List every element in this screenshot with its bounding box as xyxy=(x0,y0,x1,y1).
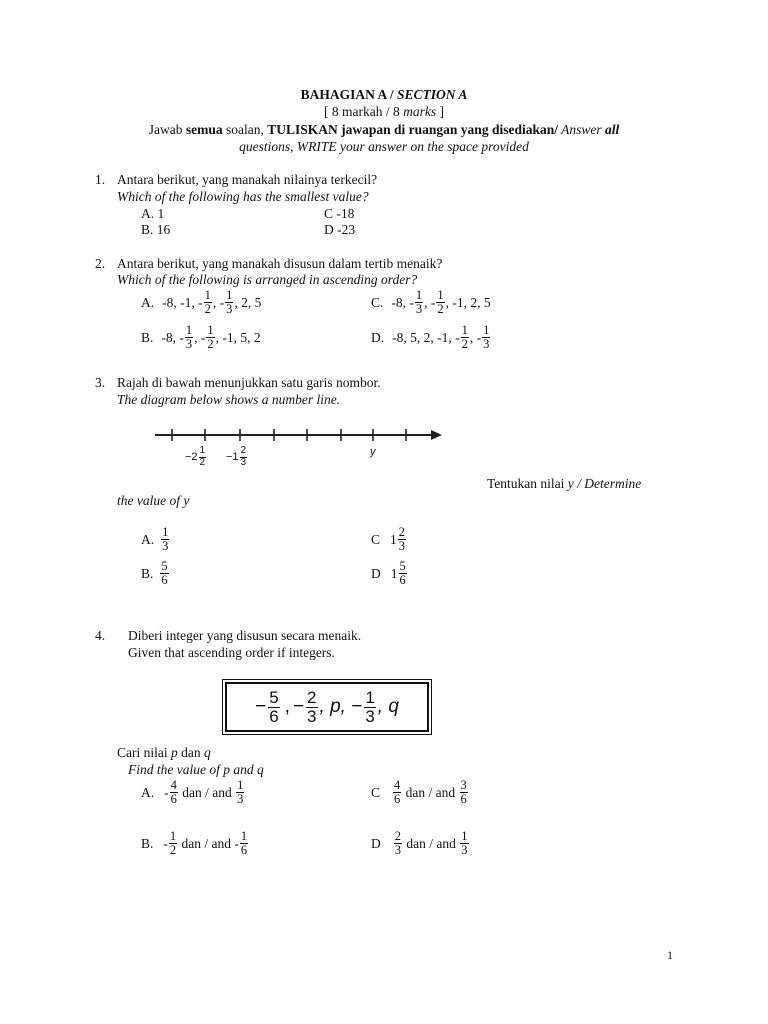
q2-option-c xyxy=(371,289,491,316)
q2-text-ms: Antara berikut, yang manakah disusun dalam tertib menaik? xyxy=(117,256,443,271)
option-text: , - xyxy=(194,329,206,345)
numerator: 4 xyxy=(170,778,177,792)
dan-and: dan / and xyxy=(178,784,236,800)
denominator: 6 xyxy=(399,573,406,588)
q3-value-of: the value of y xyxy=(117,493,190,508)
q2-number: 2. xyxy=(95,256,106,271)
q2-option-b xyxy=(141,324,261,351)
denominator: 6 xyxy=(161,573,168,588)
marks-en: marks xyxy=(403,104,437,119)
option-label: A. xyxy=(141,294,155,310)
option-text: , -1, 2, 5 xyxy=(445,294,491,310)
option-text: , -1, 5, 2 xyxy=(215,329,261,345)
denominator: 6 xyxy=(240,843,248,858)
section-title-italic: SECTION A xyxy=(397,87,468,102)
q1-number: 1. xyxy=(95,172,106,187)
denominator: 3 xyxy=(226,302,233,317)
denominator: 3 xyxy=(365,706,375,726)
numerator: 2 xyxy=(240,445,247,456)
fraction xyxy=(394,830,402,857)
q4-text-ms: Diberi integer yang disusun secara menaik. xyxy=(128,628,362,643)
option-label: B. xyxy=(141,565,154,581)
q3-number: 3. xyxy=(95,375,106,390)
numerator: 3 xyxy=(460,778,467,792)
numerator: 1 xyxy=(240,829,248,843)
q2-option-d xyxy=(371,324,491,351)
q1-option-c: C -18 xyxy=(324,206,355,221)
q4-text-en: Given that ascending order if integers. xyxy=(128,645,335,660)
q3-text-en: The diagram below shows a number line. xyxy=(117,392,341,407)
fraction xyxy=(199,446,207,468)
numerator: 2 xyxy=(307,687,317,707)
option-text: , - xyxy=(469,329,482,345)
option-text: , 2, 5 xyxy=(234,294,262,310)
instr-part: Jawab xyxy=(148,122,186,137)
denominator: 6 xyxy=(170,792,177,807)
q1-option-d: D -23 xyxy=(324,222,356,237)
denominator: 3 xyxy=(483,337,490,352)
numerator: 2 xyxy=(398,525,406,539)
numerator: 4 xyxy=(394,778,401,792)
option-label: A. xyxy=(141,784,155,800)
denominator: 2 xyxy=(169,843,177,858)
numerator: 1 xyxy=(483,323,490,337)
fraction xyxy=(240,830,248,857)
q3-option-c xyxy=(371,526,407,553)
q4-ordered-list-box: − $\frac{5}{6}$ , − $\frac{2}{3}$ , p, − $\frac{1}{3}$ , q xyxy=(225,682,429,732)
option-label: C xyxy=(371,531,381,547)
option-text: , - xyxy=(424,294,436,310)
fraction xyxy=(364,689,375,726)
q4-option-b xyxy=(141,830,249,857)
denominator: 3 xyxy=(398,539,406,554)
q3-determine xyxy=(487,476,641,492)
q1-text-ms: Antara berikut, yang manakah nilainya terkecil? xyxy=(117,172,378,187)
q3-option-a xyxy=(141,526,170,553)
instruction-line-2: questions, WRITE your answer on the space provided xyxy=(239,139,529,154)
fraction xyxy=(436,289,444,316)
fraction xyxy=(393,779,401,806)
find-text: Cari nilai xyxy=(117,745,171,760)
fraction xyxy=(240,446,248,468)
q4-option-c xyxy=(371,779,469,806)
option-text: -8, - xyxy=(391,294,414,310)
number-line-label-1 xyxy=(185,446,207,468)
fraction xyxy=(160,560,168,587)
instr-part: TULISKAN jawapan di ruangan yang disediakan/ xyxy=(267,122,558,137)
whole: −1 xyxy=(226,451,239,463)
section-title-plain: BAHAGIAN A / xyxy=(300,87,397,102)
denominator: 3 xyxy=(307,706,317,726)
q4-find-ms xyxy=(117,745,211,761)
fraction xyxy=(460,830,468,857)
marks-close: ] xyxy=(436,104,444,119)
fraction xyxy=(236,779,244,806)
numerator: 1 xyxy=(162,525,169,539)
whole: 1 xyxy=(390,565,398,581)
option-text: -8, 5, 2, -1, - xyxy=(392,329,460,345)
numerator: 1 xyxy=(169,829,177,843)
q2-option-a xyxy=(141,289,261,316)
numerator: 1 xyxy=(365,687,375,707)
numerator: 1 xyxy=(207,323,214,337)
denominator: 6 xyxy=(269,706,279,726)
minus-sign: − xyxy=(292,696,305,717)
denominator: 3 xyxy=(461,843,468,858)
q4-find-en: Find the value of p and q xyxy=(128,762,264,777)
determine-text: Tentukan nilai xyxy=(487,476,568,491)
numerator: 1 xyxy=(199,445,206,456)
numerator: 1 xyxy=(226,288,233,302)
option-text: , - xyxy=(212,294,225,310)
instr-part: Answer xyxy=(557,122,605,137)
page-number: 1 xyxy=(667,948,673,962)
fraction xyxy=(185,324,193,351)
section-title xyxy=(0,87,768,103)
option-label: C. xyxy=(371,294,384,310)
q3-option-b xyxy=(141,560,170,587)
fraction xyxy=(398,526,406,553)
numerator: 1 xyxy=(415,288,423,302)
option-label: B. xyxy=(141,835,154,851)
fraction xyxy=(482,324,490,351)
var-q: , q xyxy=(377,696,399,717)
fraction xyxy=(204,289,212,316)
fraction xyxy=(306,689,317,726)
fraction xyxy=(460,779,468,806)
fraction xyxy=(399,560,407,587)
numerator: 5 xyxy=(269,687,279,707)
denominator: 3 xyxy=(394,843,401,858)
determine-text-en: / Determine xyxy=(573,476,642,491)
denominator: 6 xyxy=(394,792,401,807)
option-label: D xyxy=(371,565,381,581)
fraction xyxy=(415,289,423,316)
whole: −2 xyxy=(185,451,198,463)
q4-number: 4. xyxy=(95,628,106,643)
denominator: 6 xyxy=(460,792,467,807)
minus-sign: - xyxy=(164,784,169,800)
dan-and: dan / and - xyxy=(178,835,239,851)
dan-and: dan / and xyxy=(403,835,460,851)
option-label: D xyxy=(371,835,381,851)
determine-var: y xyxy=(567,476,574,491)
numerator: 5 xyxy=(399,559,406,573)
whole: 1 xyxy=(390,531,397,547)
marks-ms: [ 8 markah / 8 xyxy=(324,104,404,119)
fraction xyxy=(169,830,177,857)
denominator: 2 xyxy=(207,337,214,352)
numerator: 1 xyxy=(461,323,468,337)
denominator: 3 xyxy=(415,302,423,317)
dan-and: dan / and xyxy=(402,784,459,800)
find-var: q xyxy=(204,745,211,760)
numerator: 1 xyxy=(461,829,468,843)
find-text: dan xyxy=(177,745,204,760)
option-label: B. xyxy=(141,329,154,345)
numerator: 1 xyxy=(237,778,244,792)
q2-text-en: Which of the following is arranged in ascending order? xyxy=(117,272,418,287)
fraction xyxy=(170,779,178,806)
option-text: -8, - xyxy=(161,329,184,345)
var-p: , p, xyxy=(319,696,352,717)
numerator: 1 xyxy=(204,288,211,302)
numerator: 5 xyxy=(161,559,168,573)
instr-part: semua xyxy=(185,122,223,137)
q3-text-ms: Rajah di bawah menunjukkan satu garis nombor. xyxy=(117,375,381,390)
denominator: 3 xyxy=(237,792,244,807)
denominator: 2 xyxy=(437,302,444,317)
q4-option-a xyxy=(141,779,245,806)
option-label: C xyxy=(371,784,381,800)
q1-option-b: B. 16 xyxy=(141,222,171,237)
minus-sign: − xyxy=(255,696,267,717)
minus-sign: − xyxy=(351,696,363,717)
denominator: 2 xyxy=(461,337,468,352)
denominator: 2 xyxy=(199,456,206,468)
find-var: p xyxy=(171,745,178,760)
number-line-label-y: y xyxy=(370,446,376,458)
fraction xyxy=(461,324,469,351)
q4-option-d xyxy=(371,830,470,857)
fraction xyxy=(161,526,169,553)
fraction xyxy=(225,289,233,316)
marks-line xyxy=(0,104,768,120)
fraction xyxy=(268,689,279,726)
minus-sign: - xyxy=(163,835,168,851)
denominator: 3 xyxy=(162,539,169,554)
denominator: 2 xyxy=(204,302,211,317)
denominator: 3 xyxy=(240,456,247,468)
instr-part: all xyxy=(604,122,620,137)
denominator: 3 xyxy=(185,337,193,352)
numerator: 1 xyxy=(437,288,444,302)
q3-option-d xyxy=(371,560,408,587)
numerator: 2 xyxy=(394,829,401,843)
q1-text-en: Which of the following has the smallest value? xyxy=(117,189,369,204)
instruction-line-1 xyxy=(0,122,768,138)
number-line-arrow xyxy=(431,430,442,440)
q1-option-a: A. 1 xyxy=(141,206,165,221)
option-text: -8, -1, - xyxy=(162,294,203,310)
instr-part: soalan, xyxy=(222,122,268,137)
fraction xyxy=(206,324,214,351)
number-line-label-2 xyxy=(226,446,248,468)
option-label: D. xyxy=(371,329,385,345)
numerator: 1 xyxy=(185,323,193,337)
option-label: A. xyxy=(141,531,155,547)
